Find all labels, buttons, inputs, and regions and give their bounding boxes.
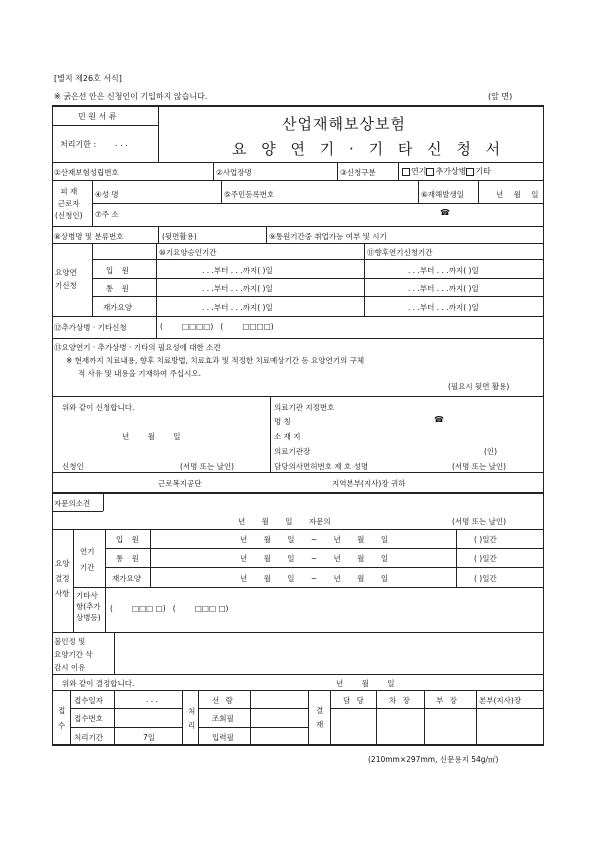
commute-label: ⑨통원기간중 취업가능 여부 및 시기	[269, 232, 387, 241]
reception-label: 접 수	[58, 706, 66, 730]
deadline-label: 처리기간	[74, 733, 103, 742]
hospital-seal: (인)	[484, 447, 498, 456]
frame-left	[52, 105, 53, 745]
frame-bottom	[52, 744, 544, 746]
decided-text: 위와 같이 결정합니다.	[62, 679, 135, 688]
side-label: (앞 면)	[488, 92, 513, 101]
accident-date-value: 년 월 일	[496, 190, 539, 199]
accident-no-label: ①산재보험성립번호	[54, 168, 119, 177]
frame-right	[543, 105, 544, 745]
reject-reason-label: 불인정 및 요양기간 삭 감시 이유	[54, 637, 93, 672]
applicant-sign: (서명 또는 날인)	[180, 462, 235, 471]
thick-divider	[52, 492, 544, 494]
decision-other-label: 기타사 항(추가 상병등)	[76, 591, 101, 622]
decision-row-days: ( )일간	[474, 535, 497, 544]
checkbox-extend[interactable]	[402, 168, 410, 176]
checkbox-add[interactable]	[426, 168, 434, 176]
hospital-no-label: 의료기관 지정번호	[274, 403, 335, 412]
decision-row-label: 통 원	[116, 554, 139, 563]
name-label: ④성 명	[95, 190, 119, 199]
phone-icon: ☎	[434, 415, 444, 424]
form-number: [별지 제26호 서식]	[54, 74, 122, 83]
decision-row-label: 재가요양	[112, 574, 141, 583]
decision-row-days: ( )일간	[474, 574, 497, 583]
disease-label: ⑧상병명 및 분류번호	[54, 232, 124, 241]
decision-row-period: 년 월 일 ~ 년 월 일	[240, 574, 389, 583]
ext-row-label: 재가요양	[103, 303, 132, 312]
deadline-label: 처리기한 :	[60, 140, 97, 149]
ext-approved-value: . . .부터 . . .까지( )일	[202, 303, 273, 312]
hospital-head-label: 의료기관장	[274, 447, 311, 456]
decision-row-label: 입 원	[116, 535, 139, 544]
applicant-label: 신청인	[62, 462, 84, 471]
decided-date: 년 월 일	[336, 679, 395, 688]
address-label: ⑦주 소	[95, 210, 119, 219]
doctor-label: 담당의사면허번호 제 호 성명	[274, 462, 369, 471]
extension-group-label: 요양연 기신청	[55, 268, 77, 290]
paper-spec: (210mm×297mm, 신문용지 54g/㎡)	[368, 755, 499, 764]
deadline-value: 7일	[143, 733, 156, 742]
opinion-note-2: 적 사유 및 내용을 기재하여 주십시오.	[78, 369, 201, 378]
decision-row-period: 년 월 일 ~ 년 월 일	[240, 535, 389, 544]
ext-row-label: 통 원	[106, 284, 129, 293]
ext-row-label: 입 원	[106, 266, 129, 275]
hospital-name-label: 명 칭	[274, 417, 291, 426]
reception-date-value: . . .	[146, 695, 158, 704]
request-period-header: ⑪향후연기신청기간	[367, 248, 433, 257]
rrn-label: ⑤주민등록번호	[224, 190, 275, 199]
frame-top	[52, 105, 544, 107]
process-item: 조회필	[212, 714, 234, 723]
advisory-label: 자문의소견	[54, 499, 91, 508]
applied-text: 위와 같이 신청합니다.	[62, 403, 135, 412]
doctor-sign: (서명 또는 날인)	[452, 462, 507, 471]
additional-request-label: ⑫추가상병 · 기타신청	[54, 323, 127, 332]
accident-date-label: ⑥재해발생일	[421, 190, 464, 199]
opinion-note-1: ※ 현재까지 치료내용, 향후 치료방법, 치료효과 및 적정한 치료예상기간 등 요양연기의 구체	[66, 356, 365, 365]
process-label: 처 리	[188, 707, 196, 730]
decision-row-days: ( )일간	[474, 554, 497, 563]
approval-col: 부 장	[436, 696, 457, 705]
process-item: 선 람	[212, 696, 233, 705]
approval-col: 본부(지사)장	[479, 696, 522, 705]
decision-other-value: ( □□□ □) ( □□□ □)	[110, 604, 229, 613]
phone-icon: ☎	[440, 208, 450, 217]
decision-period-label: 연기 기간	[80, 547, 95, 572]
agency-name: 근로복지공단	[158, 479, 202, 488]
ext-request-value: . . .부터 . . .까지( )일	[408, 284, 479, 293]
process-item: 입력필	[212, 733, 234, 742]
approved-period-header: ⑩기요양승인기간	[159, 248, 217, 257]
approval-label: 결 재	[316, 706, 324, 729]
hospital-address-label: 소 재 지	[274, 432, 301, 441]
ext-approved-value: . . .부터 . . .까지( )일	[202, 284, 273, 293]
approval-col: 차 장	[389, 696, 410, 705]
apply-type-options[interactable]: 연기 추가상병 기타	[402, 166, 491, 177]
decision-group-label: 요양 결정 사항	[55, 559, 70, 598]
header-note: ※ 굵은선 안은 신청인이 기입하지 않습니다.	[54, 92, 208, 101]
agency-branch: 지역본부(지사)장 귀하	[332, 479, 406, 488]
advisory-sign: (서명 또는 날인)	[452, 517, 507, 526]
disease-back-note: (뒷면활용)	[162, 232, 197, 241]
ext-approved-value: . . .부터 . . .까지( )일	[202, 266, 273, 275]
title-main: 산업재해보상보험	[282, 115, 406, 133]
worker-group-label: 피 재 근로자 (신청인)	[55, 187, 83, 220]
advisory-date: 년 월 일 자문의	[238, 517, 331, 526]
title-sub: 요 양 연 기 · 기 타 신 청 서	[232, 140, 506, 158]
checkbox-other[interactable]	[466, 168, 474, 176]
deadline-value: . . .	[115, 139, 128, 148]
ext-request-value: . . .부터 . . .까지( )일	[408, 266, 479, 275]
applied-date: 년 월 일	[122, 432, 181, 441]
reception-date-label: 접수일자	[74, 696, 103, 705]
docs-label: 민 원 서 류	[78, 112, 117, 121]
workplace-label: ②사업장명	[216, 168, 252, 177]
opinion-back-note: (필요시 뒷면 활용)	[448, 382, 510, 391]
ext-request-value: . . .부터 . . .까지( )일	[408, 303, 479, 312]
reception-no-label: 접수번호	[74, 714, 103, 723]
approval-col: 담 당	[343, 696, 364, 705]
additional-request-value: ( □□□□) ( □□□□)	[160, 322, 274, 331]
decision-row-period: 년 월 일 ~ 년 월 일	[240, 554, 389, 563]
apply-type-label: ③신청구분	[340, 168, 376, 177]
opinion-label: ⑬요양연기 · 추가상병 · 기타의 필요성에 대한 소견	[54, 343, 221, 352]
